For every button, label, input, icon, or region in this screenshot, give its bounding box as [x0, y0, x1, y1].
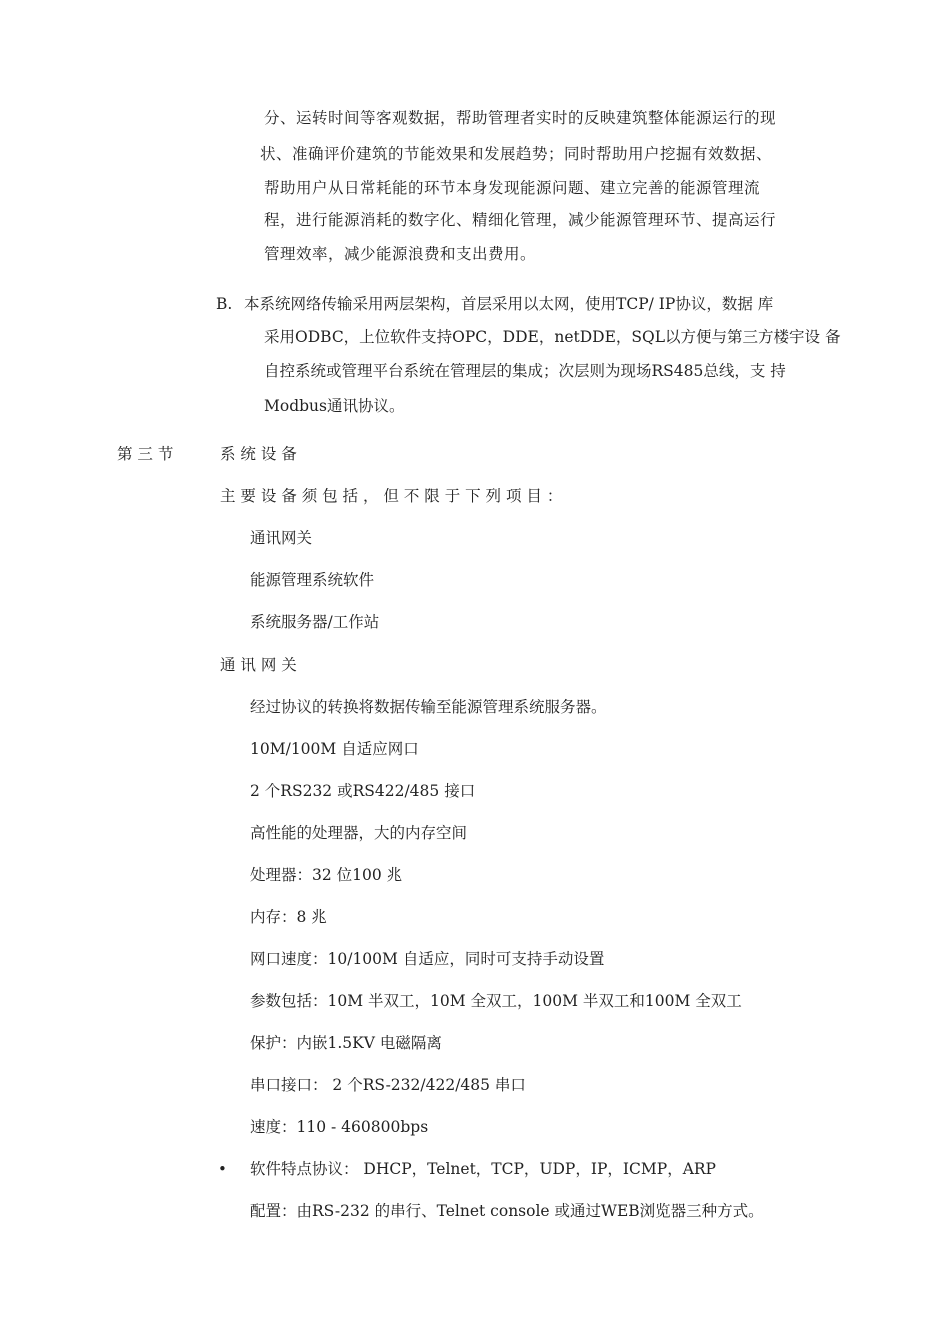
- spec-line: 经过协议的转换将数据传输至能源管理系统服务器。: [250, 698, 607, 716]
- intro-line-1: 分、运转时间等客观数据，帮助管理者实时的反映建筑整体能源运行的现: [264, 109, 777, 127]
- spec-line: 串口接口： 2 个RS-232/422/485 串口: [250, 1076, 526, 1094]
- equipment-intro: 主 要 设 备 须 包 括 ， 但 不 限 于 下 列 项 目 ：: [220, 487, 563, 505]
- configuration: 配置：由RS-232 的串行、Telnet console 或通过WEB浏览器三种方式。: [250, 1202, 764, 1220]
- intro-line-3: 帮助用户从日常耗能的环节本身发现能源问题、建立完善的能源管理流: [264, 179, 761, 197]
- spec-line: 高性能的处理器，大的内存空间: [250, 824, 468, 842]
- list-item: 系统服务器/工作站: [250, 613, 380, 631]
- spec-line: 速度：110 - 460800bps: [250, 1118, 429, 1136]
- gateway-heading: 通 讯 网 关: [220, 656, 297, 674]
- item-b-line-3: 自控系统或管理平台系统在管理层的集成；次层则为现场RS485总线，支 持: [264, 362, 786, 380]
- item-b-line-4: Modbus通讯协议。: [264, 397, 405, 415]
- bullet-icon: •: [218, 1160, 227, 1178]
- spec-line: 处理器：32 位100 兆: [250, 866, 403, 884]
- spec-line: 2 个RS232 或RS422/485 接口: [250, 782, 476, 800]
- spec-line: 网口速度：10/100M 自适应，同时可支持手动设置: [250, 950, 605, 968]
- software-protocols: 软件特点协议： DHCP，Telnet，TCP，UDP，IP，ICMP，ARP: [250, 1160, 716, 1178]
- spec-line: 内存：8 兆: [250, 908, 327, 926]
- item-b-line-2: 采用ODBC，上位软件支持OPC，DDE，netDDE，SQL以方便与第三方楼宇设 备: [264, 328, 841, 346]
- intro-line-4: 程，进行能源消耗的数字化、精细化管理，减少能源管理环节、提高运行: [264, 211, 777, 229]
- item-b-marker: B.: [216, 295, 233, 313]
- spec-line: 保护：内嵌1.5KV 电磁隔离: [250, 1034, 442, 1052]
- intro-line-2: 状、准确评价建筑的节能效果和发展趋势；同时帮助用户挖掘有效数据、: [260, 145, 773, 163]
- spec-line: 参数包括：10M 半双工，10M 全双工，100M 半双工和100M 全双工: [250, 992, 742, 1010]
- item-b-line-1: 本系统网络传输采用两层架构，首层采用以太网，使用TCP/ IP协议，数据 库: [244, 295, 774, 313]
- spec-line: 10M/100M 自适应网口: [250, 740, 419, 758]
- intro-line-5: 管理效率，减少能源浪费和支出费用。: [264, 245, 537, 263]
- list-item: 能源管理系统软件: [250, 571, 375, 589]
- list-item: 通讯网关: [250, 529, 313, 547]
- section-number: 第 三 节: [117, 445, 174, 463]
- section-title: 系 统 设 备: [220, 445, 297, 463]
